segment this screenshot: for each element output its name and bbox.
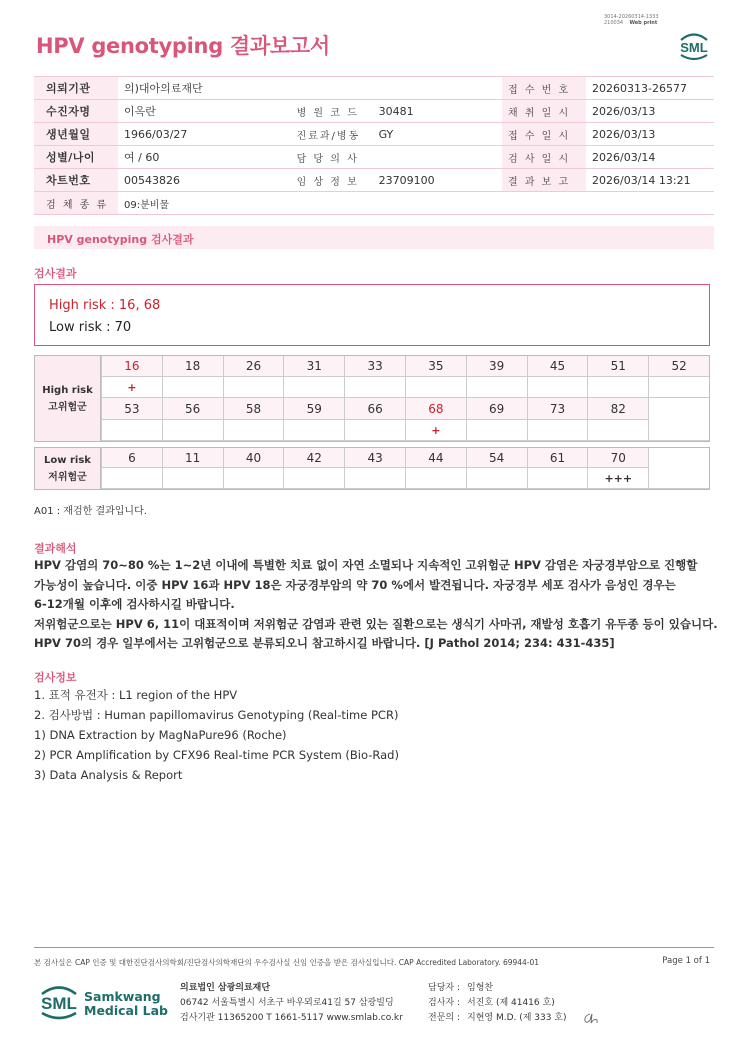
test-info-line: 3) Data Analysis & Report xyxy=(34,768,183,782)
org-address: 06742 서울특별시 서초구 바우뫼로41길 57 삼광빌딩 xyxy=(180,998,394,1008)
result-cell xyxy=(405,377,466,398)
signature-icon xyxy=(582,1011,600,1025)
specimen-value: 09:분비물 xyxy=(118,192,714,215)
genotype-cell: 26 xyxy=(223,356,284,377)
organization-info xyxy=(180,981,403,1026)
org-name: 의료법인 삼광의료재단 xyxy=(180,983,271,993)
brand-name xyxy=(84,990,168,1018)
result-cell xyxy=(283,420,344,441)
low-risk-label xyxy=(35,448,101,489)
result-cell xyxy=(587,377,648,398)
empty-cell xyxy=(648,448,709,489)
staff-info xyxy=(428,981,567,1026)
info-value: 00543826 xyxy=(118,169,291,192)
info-value: 23709100 xyxy=(373,169,502,192)
high-risk-grid xyxy=(34,355,710,442)
genotype-cell: 59 xyxy=(283,398,344,420)
genotype-cell: 42 xyxy=(283,448,344,468)
result-cell xyxy=(527,468,588,489)
genotype-cell: 73 xyxy=(527,398,588,420)
info-row xyxy=(34,123,714,146)
section-title: HPV genotyping 검사결과 xyxy=(47,233,194,246)
result-cell xyxy=(587,468,648,489)
test-info-line: 1) DNA Extraction by MagNaPure96 (Roche) xyxy=(34,728,287,742)
result-cell xyxy=(344,377,405,398)
info-label: 담 당 의 사 xyxy=(291,146,373,169)
result-cell xyxy=(101,420,162,441)
info-value: GY xyxy=(373,123,502,146)
stamp-line-2: 210034 xyxy=(604,20,624,26)
info-label: 채 취 일 시 xyxy=(502,100,586,123)
genotype-cell: 69 xyxy=(466,398,527,420)
page-number: Page 1 of 1 xyxy=(662,956,710,966)
result-cell xyxy=(283,468,344,489)
specimen-row xyxy=(34,192,714,215)
info-row xyxy=(34,77,714,100)
stamp-line-1: 3014-20260314-1333 xyxy=(604,14,659,20)
result-cell xyxy=(466,468,527,489)
staff-name: 서진호 (제 41416 호) xyxy=(467,998,555,1008)
empty-cell xyxy=(648,377,709,441)
info-label: 병 원 코 드 xyxy=(291,100,373,123)
info-label: 접 수 일 시 xyxy=(502,123,586,146)
info-label: 결 과 보 고 xyxy=(502,169,586,192)
print-stamp xyxy=(604,14,659,26)
report-title: HPV genotyping 결과보고서 xyxy=(36,34,330,58)
result-cell xyxy=(466,420,527,441)
genotype-cell: 39 xyxy=(466,356,527,377)
brand-line-1: Samkwang xyxy=(84,989,161,1004)
section-bar xyxy=(34,226,714,249)
info-label: 접 수 번 호 xyxy=(502,77,586,100)
result-cell xyxy=(162,377,223,398)
info-label: 수진자명 xyxy=(34,100,118,123)
info-label: 진료과/병동 xyxy=(291,123,373,146)
test-info-line: 2) PCR Amplification by CFX96 Real-time PCR System (Bio-Rad) xyxy=(34,748,399,762)
specimen-label: 검 체 종 류 xyxy=(34,192,118,215)
info-value: 의)대아의료재단 xyxy=(118,77,291,100)
result-heading: 검사결과 xyxy=(34,267,77,280)
high-risk-label-en: High risk xyxy=(42,385,93,396)
logo-bottom-text: SML xyxy=(41,994,77,1013)
footer-divider xyxy=(34,947,714,948)
test-info-line: 2. 검사방법 : Human papillomavirus Genotyping (Real-time PCR) xyxy=(34,708,399,722)
result-cell xyxy=(223,468,284,489)
genotype-cell: 40 xyxy=(223,448,284,468)
genotype-cell: 35 xyxy=(405,356,466,377)
genotype-cell: 58 xyxy=(223,398,284,420)
positive-mark: +++ xyxy=(604,472,633,485)
test-info-heading: 검사정보 xyxy=(34,671,77,684)
low-risk-grid xyxy=(34,447,710,490)
result-cell xyxy=(344,468,405,489)
footer-accreditation-note: 본 검사실은 CAP 인증 및 대한진단검사의학회/진단검사의학재단의 우수검사실 신임 인증을 받은 검사실입니다. CAP Accredited Laboratory. 69944-01 xyxy=(34,958,540,967)
sml-logo-icon xyxy=(36,980,82,1022)
staff-role: 담당자 : xyxy=(428,983,460,993)
low-risk-label-en: Low risk xyxy=(44,455,91,466)
test-info-line: 1. 표적 유전자 : L1 region of the HPV xyxy=(34,688,238,702)
info-label: 생년월일 xyxy=(34,123,118,146)
interpretation-line: 6-12개월 이후에 검사하시길 바랍니다. xyxy=(34,597,235,611)
result-cell xyxy=(101,377,162,398)
high-risk-summary: High risk : 16, 68 xyxy=(49,298,161,313)
staff-name: 지현영 M.D. (제 333 호) xyxy=(467,1013,567,1023)
info-value: 2026/03/13 xyxy=(586,123,714,146)
staff-role: 전문의 : xyxy=(428,1013,460,1023)
result-cell xyxy=(527,377,588,398)
staff-role: 검사자 : xyxy=(428,998,460,1008)
result-cell xyxy=(527,420,588,441)
info-row xyxy=(34,146,714,169)
genotype-cell: 6 xyxy=(101,448,162,468)
low-risk-summary: Low risk : 70 xyxy=(49,320,132,335)
interpretation-line: HPV 감염의 70~80 %는 1~2년 이내에 특별한 치료 없이 자연 소멸되나 지속적인 고위험군 HPV 감염은 자궁경부암으로 진행할 xyxy=(34,558,698,572)
stamp-label: Web print xyxy=(629,20,658,26)
info-label: 성별/나이 xyxy=(34,146,118,169)
result-cell xyxy=(344,420,405,441)
info-value: 이옥란 xyxy=(118,100,291,123)
info-label xyxy=(291,77,373,100)
info-value: 2026/03/13 xyxy=(586,100,714,123)
result-cell xyxy=(223,377,284,398)
genotype-cell: 43 xyxy=(344,448,405,468)
interpretation-line: HPV 70의 경우 일부에서는 고위험군으로 분류되오니 참고하시길 바랍니다. [J Pathol 2014; 234: 431-435] xyxy=(34,636,615,650)
test-info-list xyxy=(34,685,399,785)
genotype-cell: 82 xyxy=(587,398,648,420)
info-value: 30481 xyxy=(373,100,502,123)
interpretation-line: 저위험군으로는 HPV 6, 11이 대표적이며 저위험군 감염과 관련 있는 질환으로는 생식기 사마귀, 재발성 호흡기 유두종 등이 있습니다. xyxy=(34,616,718,631)
result-cell xyxy=(587,420,648,441)
info-label: 검 사 일 시 xyxy=(502,146,586,169)
info-value: 20260313-26577 xyxy=(586,77,714,100)
patient-info-table xyxy=(34,76,714,215)
high-risk-label-ko: 고위험군 xyxy=(48,402,87,413)
genotype-cell: 33 xyxy=(344,356,405,377)
info-value xyxy=(373,77,502,100)
result-cell xyxy=(405,468,466,489)
low-risk-label-ko: 저위험군 xyxy=(48,472,87,483)
info-label: 의뢰기관 xyxy=(34,77,118,100)
genotype-cell: 54 xyxy=(466,448,527,468)
genotype-cell: 56 xyxy=(162,398,223,420)
info-value: 2026/03/14 xyxy=(586,146,714,169)
genotype-cell: 51 xyxy=(587,356,648,377)
info-value: 1966/03/27 xyxy=(118,123,291,146)
info-row xyxy=(34,100,714,123)
genotype-cell: 16 xyxy=(101,356,162,377)
genotype-cell: 31 xyxy=(283,356,344,377)
interpretation-heading: 결과해석 xyxy=(34,542,77,555)
interpretation-text xyxy=(34,556,718,654)
genotype-cell: 61 xyxy=(527,448,588,468)
info-row xyxy=(34,169,714,192)
genotype-cell: 11 xyxy=(162,448,223,468)
genotype-cell: 53 xyxy=(101,398,162,420)
staff-name: 임형찬 xyxy=(467,983,494,993)
info-value: 여 / 60 xyxy=(118,146,291,169)
genotype-cell: 68 xyxy=(405,398,466,420)
result-cell xyxy=(101,468,162,489)
genotype-cell: 70 xyxy=(587,448,648,468)
info-label: 차트번호 xyxy=(34,169,118,192)
genotype-cell: 18 xyxy=(162,356,223,377)
result-summary-box xyxy=(34,284,710,346)
high-risk-label xyxy=(35,356,101,441)
info-label: 임 상 정 보 xyxy=(291,169,373,192)
result-cell xyxy=(466,377,527,398)
brand-line-2: Medical Lab xyxy=(84,1003,168,1018)
sml-logo-icon xyxy=(676,28,712,62)
result-cell xyxy=(162,468,223,489)
org-contact: 검사기관 11365200 T 1661-5117 www.smlab.co.kr xyxy=(180,1013,403,1023)
info-value: 2026/03/14 13:21 xyxy=(586,169,714,192)
result-cell xyxy=(162,420,223,441)
info-value xyxy=(373,146,502,169)
genotype-cell: 52 xyxy=(648,356,709,377)
result-cell xyxy=(283,377,344,398)
logo-top-text: SML xyxy=(680,40,708,55)
retest-note: A01 : 재검한 결과입니다. xyxy=(34,506,147,517)
genotype-cell: 66 xyxy=(344,398,405,420)
positive-mark: + xyxy=(431,424,441,437)
result-cell xyxy=(405,420,466,441)
genotype-cell: 44 xyxy=(405,448,466,468)
interpretation-line: 가능성이 높습니다. 이중 HPV 16과 HPV 18은 자궁경부암의 약 70 %에서 발견됩니다. 자궁경부 세포 검사가 음성인 경우는 xyxy=(34,577,676,592)
positive-mark: + xyxy=(127,381,137,394)
genotype-cell: 45 xyxy=(527,356,588,377)
result-cell xyxy=(223,420,284,441)
